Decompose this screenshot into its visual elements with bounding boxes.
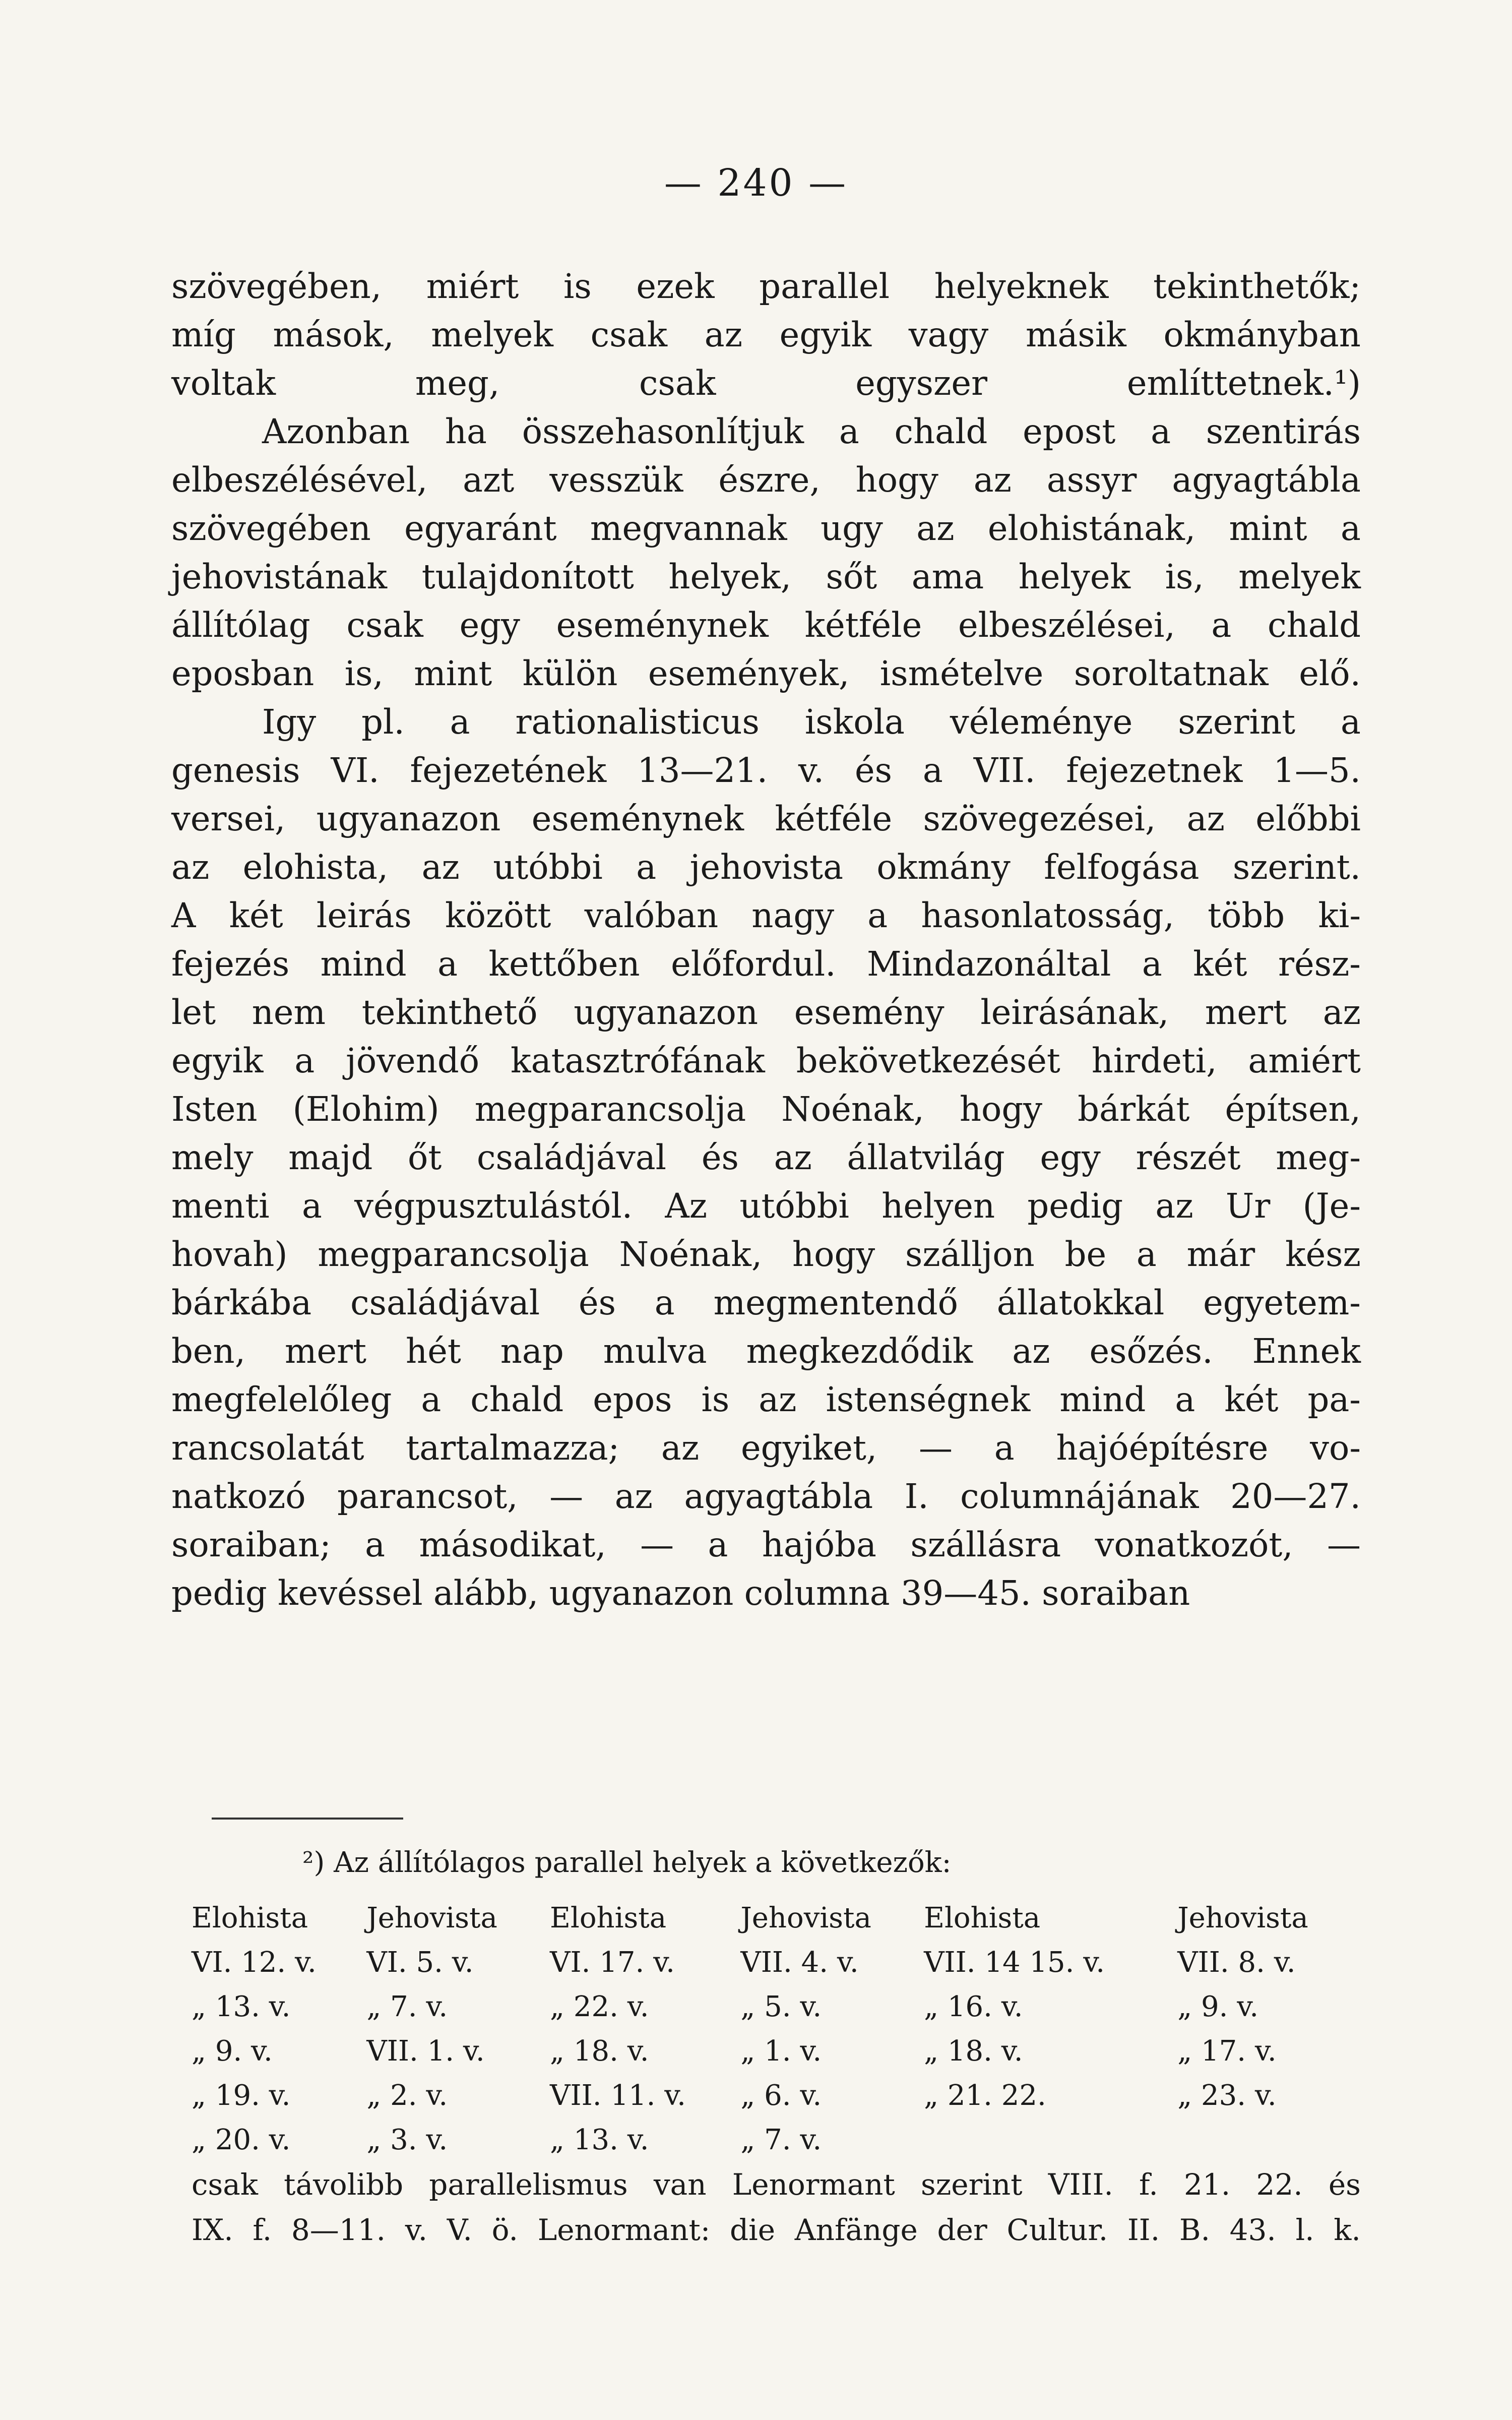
table-cell: VII. 8. v. [1177, 1946, 1296, 1979]
table-cell: „ 22. v. [550, 1990, 649, 2023]
text-line: elbeszélésével, azt vesszük észre, hogy az assyr agyagtábla [171, 460, 1361, 500]
text-line: állítólag csak egy eseménynek kétféle elbeszélései, a chald [171, 606, 1361, 645]
text-line: menti a végpusztulástól. Az utóbbi helyen pedig az Ur (Je- [171, 1186, 1361, 1226]
table-cell: „ 23. v. [1177, 2079, 1277, 2112]
table-cell: „ 2. v. [366, 2079, 448, 2112]
text-line: Azonban ha összehasonlítjuk a chald epost a szentirás [262, 412, 1361, 451]
table-cell: VII. 1. v. [366, 2034, 485, 2068]
text-line: hovah) megparancsolja Noénak, hogy szálljon be a már kész [171, 1235, 1361, 1274]
text-line: soraiban; a másodikat, — a hajóba szállásra vonatkozót, — [171, 1525, 1361, 1564]
table-header-cell: Elohista [924, 1901, 1041, 1934]
text-line: szövegében, miért is ezek parallel helyeknek tekinthetők; [171, 267, 1361, 306]
table-cell: „ 5. v. [740, 1990, 822, 2023]
text-line: az elohista, az utóbbi a jehovista okmány felfogása szerint. [171, 848, 1361, 887]
footnote-closing [192, 2162, 1361, 2253]
text-line: let nem tekinthető ugyanazon esemény leirásának, mert az [171, 993, 1361, 1032]
text-line: Isten (Elohim) megparancsolja Noénak, hogy bárkát építsen, [171, 1090, 1361, 1129]
table-cell: VI. 5. v. [366, 1946, 474, 1979]
main-text [171, 262, 1361, 1617]
footnote [192, 1840, 1361, 2253]
text-line: jehovistának tulajdonított helyek, sőt ama helyek is, melyek [171, 557, 1361, 596]
table-cell: „ 7. v. [740, 2123, 822, 2156]
table-header-cell: Elohista [192, 1901, 308, 1934]
table-cell: „ 20. v. [192, 2123, 291, 2156]
table-cell [924, 2118, 1177, 2162]
text-line: megfelelőleg a chald epos is az istenségnek mind a két pa- [171, 1380, 1361, 1419]
table-body [192, 1940, 1361, 2162]
table-cell: „ 17. v. [1177, 2034, 1277, 2068]
table-cell: „ 13. v. [192, 1990, 291, 2023]
text-line: A két leirás között valóban nagy a hasonlatosság, több ki- [171, 896, 1361, 935]
text-line: fejezés mind a kettőben előfordul. Mindazonáltal a két rész- [171, 944, 1361, 984]
table-cell: „ 18. v. [924, 2034, 1023, 2068]
text-line: bárkába családjával és a megmentendő állatokkal egyetem- [171, 1283, 1361, 1322]
table-cell: „ 3. v. [366, 2123, 448, 2156]
text-line: Igy pl. a rationalisticus iskola véleménye szerint a [262, 702, 1361, 742]
table-row [192, 1940, 1361, 1984]
text-line: eposban is, mint külön események, ismételve soroltatnak elő. [171, 654, 1361, 693]
table-header-row [192, 1896, 1361, 1940]
text-line: versei, ugyanazon eseménynek kétféle szövegezései, az előbbi [171, 799, 1361, 838]
table-cell: VII. 14 15. v. [924, 1946, 1105, 1979]
text-line: rancsolatát tartalmazza; az egyiket, — a hajóépítésre vo- [171, 1428, 1361, 1468]
parallel-passages-table [192, 1896, 1361, 2162]
table-cell: VI. 12. v. [192, 1946, 317, 1979]
footnote-line: IX. f. 8—11. v. V. ö. Lenormant: die Anfänge der Cultur. II. B. 43. l. k. [192, 2213, 1361, 2247]
table-row [192, 2073, 1361, 2118]
table-row [192, 1984, 1361, 2029]
table-cell: VII. 11. v. [550, 2079, 686, 2112]
table-cell: „ 18. v. [550, 2034, 649, 2068]
text-line: natkozó parancsot, — az agyagtábla I. columnájának 20—27. [171, 1477, 1361, 1516]
table-header-cell: Jehovista [366, 1901, 497, 1934]
table-cell: VI. 17. v. [550, 1946, 675, 1979]
table-cell: „ 7. v. [366, 1990, 448, 2023]
text-line: egyik a jövendő katasztrófának bekövetkezését hirdeti, amiért [171, 1041, 1361, 1080]
table-cell [1177, 2118, 1361, 2162]
footnote-title: ²) Az állítólagos parallel helyek a következők: [302, 1846, 952, 1879]
text-line: ben, mert hét nap mulva megkezdődik az esőzés. Ennek [171, 1332, 1361, 1371]
text-line: mely majd őt családjával és az állatvilág egy részét meg- [171, 1138, 1361, 1177]
table-header-cell: Jehovista [740, 1901, 871, 1934]
text-line: míg mások, melyek csak az egyik vagy másik okmányban [171, 315, 1361, 354]
footnote-divider [212, 1818, 403, 1820]
table-cell: „ 1. v. [740, 2034, 822, 2068]
table-header-cell: Elohista [550, 1901, 667, 1934]
table-cell: „ 19. v. [192, 2079, 291, 2112]
text-line: szövegében egyaránt megvannak ugy az elohistának, mint a [171, 509, 1361, 548]
table-cell: „ 6. v. [740, 2079, 822, 2112]
text-line: pedig kevéssel alább, ugyanazon columna 39—45. soraiban [171, 1574, 1190, 1613]
table-cell: „ 16. v. [924, 1990, 1023, 2023]
table-cell: „ 21. 22. [924, 2079, 1046, 2112]
table-row [192, 2118, 1361, 2162]
text-line: genesis VI. fejezetének 13—21. v. és a VII. fejezetnek 1—5. [171, 751, 1361, 790]
table-cell: „ 13. v. [550, 2123, 649, 2156]
page-number: — 240 — [664, 161, 848, 205]
table-cell: „ 9. v. [1177, 1990, 1259, 2023]
text-line: voltak meg, csak egyszer említtetnek.¹) [171, 364, 1361, 403]
footnote-line: csak távolibb parallelismus van Lenormant szerint VIII. f. 21. 22. és [192, 2167, 1361, 2202]
table-cell: VII. 4. v. [740, 1946, 859, 1979]
table-header-cell: Jehovista [1177, 1901, 1308, 1934]
table-row [192, 2029, 1361, 2073]
table-cell: „ 9. v. [192, 2034, 273, 2068]
